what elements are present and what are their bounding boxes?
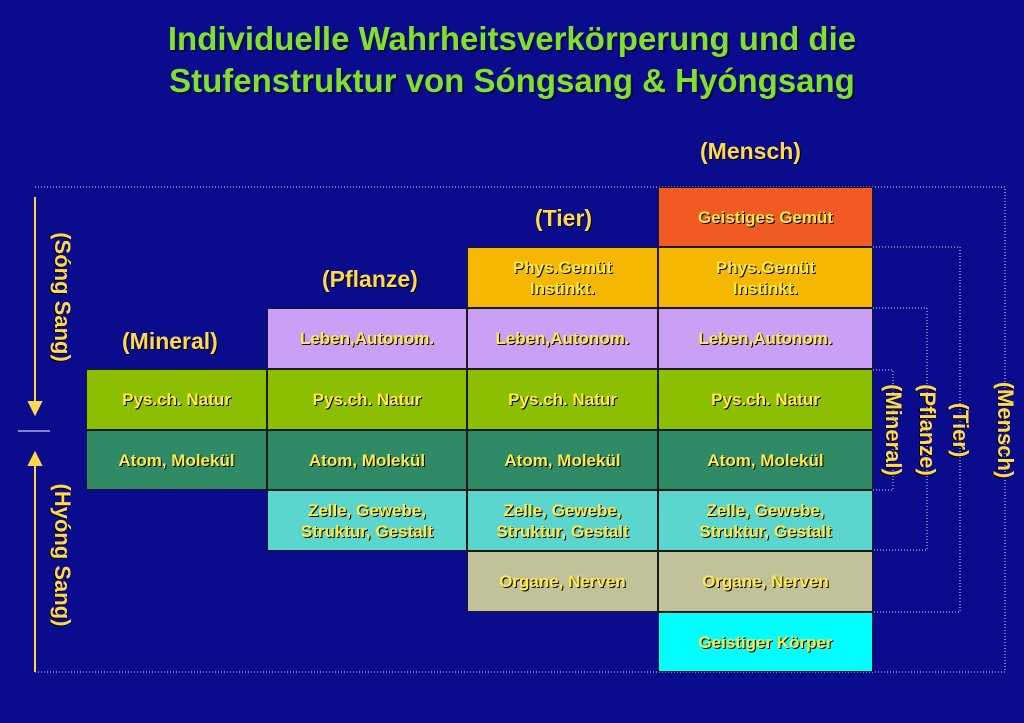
cell-tier-leben: Leben,Autonom. [467, 308, 658, 369]
cell-mensch-atom: Atom, Molekül [658, 430, 873, 490]
cell-mensch-organe: Organe, Nerven [658, 551, 873, 612]
bracket-label-pflanze: (Pflanze) [915, 384, 940, 476]
cell-mensch-zelle: Zelle, Gewebe, Struktur, Gestalt [658, 490, 873, 551]
cell-mensch-phys-gemuet: Phys.Gemüt Instinkt. [658, 247, 873, 308]
column-label-pflanze: (Pflanze) [322, 266, 418, 292]
cell-pflanze-leben: Leben,Autonom. [267, 308, 467, 369]
column-label-mensch: (Mensch) [700, 138, 801, 164]
cell-pflanze-atom: Atom, Molekül [267, 430, 467, 490]
cell-mensch-leben: Leben,Autonom. [658, 308, 873, 369]
cell-mensch-geistiges-gemuet: Geistiges Gemüt [658, 187, 873, 247]
title-line-1: Individuelle Wahrheitsverkörperung und die [167, 20, 857, 57]
label-songsang: (Sóng Sang) [50, 232, 75, 362]
cell-tier-organe: Organe, Nerven [467, 551, 658, 612]
label-hyongsang: (Hyóng Sang) [50, 483, 75, 627]
cell-tier-zelle: Zelle, Gewebe, Struktur, Gestalt [467, 490, 658, 551]
cell-mensch-natur: Pys.ch. Natur [658, 369, 873, 430]
cell-tier-atom: Atom, Molekül [467, 430, 658, 490]
arrow-down-head [29, 402, 41, 414]
cell-mineral-atom: Atom, Molekül [86, 430, 267, 490]
cell-mineral-natur: Pys.ch. Natur [86, 369, 267, 430]
column-label-mineral: (Mineral) [122, 328, 218, 354]
bracket-label-mensch: (Mensch) [993, 381, 1018, 479]
cell-pflanze-zelle: Zelle, Gewebe, Struktur, Gestalt [267, 490, 467, 551]
bracket-label-mineral: (Mineral) [881, 384, 906, 476]
cell-tier-natur: Pys.ch. Natur [467, 369, 658, 430]
bracket-label-tier: (Tier) [948, 402, 973, 458]
arrow-up-head [29, 453, 41, 465]
cell-mensch-geistiger-koerper: Geistiger Körper [658, 612, 873, 672]
cell-tier-phys-gemuet: Phys.Gemüt Instinkt. [467, 247, 658, 308]
title-line-2: Stufenstruktur von Sóngsang & Hyóngsang [169, 62, 855, 99]
column-label-tier: (Tier) [535, 205, 593, 231]
cell-pflanze-natur: Pys.ch. Natur [267, 369, 467, 430]
